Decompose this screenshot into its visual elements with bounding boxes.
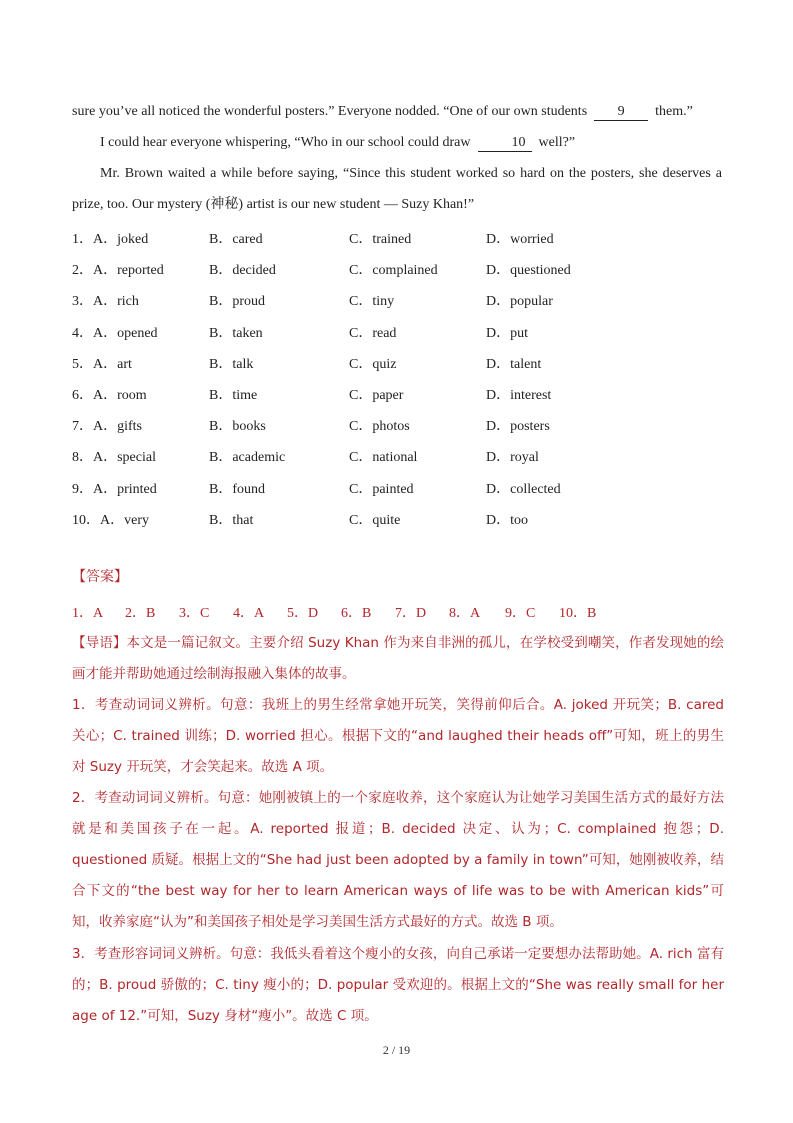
passage-text: sure you’ve all noticed the wonderful posters.” Everyone nodded. “One of our own students — [72, 104, 588, 119]
option-row — [72, 409, 732, 440]
option-b: B．books — [209, 419, 266, 435]
page-number: 2 / 19 — [382, 1043, 411, 1057]
option-row — [72, 316, 732, 347]
option-a: 6．A．room — [72, 387, 147, 403]
option-row — [72, 222, 732, 253]
answer-item: 8．A — [449, 606, 481, 621]
options-table — [72, 222, 732, 534]
option-row — [72, 284, 732, 315]
answer-item: 1．A — [72, 606, 104, 621]
option-c: C．trained — [349, 232, 412, 247]
option-row — [72, 440, 732, 471]
option-b: B．that — [209, 512, 254, 528]
answer-item: 10．B — [559, 606, 597, 621]
option-d: D．questioned — [486, 263, 571, 279]
option-b: B．proud — [209, 294, 265, 310]
option-a: 3．A．rich — [72, 294, 139, 310]
passage-line-2 — [72, 127, 722, 158]
option-a: 2．A．reported — [72, 263, 164, 279]
option-d: D．interest — [486, 387, 552, 403]
option-row — [72, 347, 732, 378]
option-c: C．quiz — [349, 356, 397, 372]
passage-text: I could hear everyone whispering, “Who in our school could draw — [100, 135, 471, 150]
answer-item: 7．D — [395, 606, 427, 621]
passage-line-1 — [72, 96, 722, 127]
guide-paragraph: 【导语】本文是一篇记叙文。主要介绍 Suzy Khan 作为来自非洲的孤儿，在学校受到嘲笑，作者发现她的绘画才能并帮助她通过绘制海报融入集体的故事。 — [72, 635, 724, 682]
option-c: C．quite — [349, 512, 401, 528]
explanation-1: 1．考查动词词义辨析。句意：我班上的男生经常拿她开玩笑，笑得前仰后合。A. joked 开玩笑；B. cared 关心；C. trained 训练；D. worried 担心。根据下文的“and laughed their heads off”可知，班上的男生对 Suzy 开玩笑，才会笑起来。故选 A 项。 — [72, 697, 724, 775]
option-row — [72, 472, 732, 503]
option-c: C．paper — [349, 387, 404, 403]
option-d: D．worried — [486, 232, 554, 247]
option-c: C．complained — [349, 263, 438, 279]
option-b: B．taken — [209, 325, 263, 341]
option-b: B．talk — [209, 356, 254, 372]
option-c: C．national — [349, 450, 418, 466]
option-d: D．put — [486, 325, 528, 341]
option-d: D．collected — [486, 481, 561, 497]
option-b: B．decided — [209, 263, 276, 279]
blank-10: 10 — [478, 135, 532, 152]
answer-heading: 【答案】 — [72, 569, 128, 585]
blank-9: 9 — [594, 104, 648, 121]
option-b: B．cared — [209, 232, 263, 247]
option-a: 7．A．gifts — [72, 419, 142, 435]
answer-item: 9．C — [505, 606, 536, 621]
option-c: C．painted — [349, 481, 414, 497]
option-row — [72, 253, 732, 284]
answer-item: 3．C — [179, 606, 210, 621]
option-a: 10．A．very — [72, 512, 149, 528]
explanation-3: 3．考查形容词词义辨析。句意：我低头看着这个瘦小的女孩，向自己承诺一定要想办法帮助她。A. rich 富有的；B. proud 骄傲的；C. tiny 瘦小的；D. popular 受欢迎的。根据上文的“She was really small for her age of 12.”可知，Suzy 身材“瘦小”。故选 C 项。 — [72, 946, 724, 1024]
option-b: B．found — [209, 481, 265, 497]
passage-text: well?” — [538, 135, 576, 150]
option-d: D．royal — [486, 450, 539, 466]
passage-paragraph-3: Mr. Brown waited a while before saying, “Since this student worked so hard on the posters, she deserves a prize, too. Our mystery (神秘) artist is our new student — Suzy Khan!” — [72, 166, 722, 212]
option-a: 9．A．printed — [72, 481, 157, 497]
answer-item: 6．B — [341, 606, 372, 621]
option-row — [72, 378, 732, 409]
option-c: C．read — [349, 325, 397, 341]
option-b: B．time — [209, 387, 258, 403]
option-a: 4．A．opened — [72, 325, 158, 341]
answer-item: 4．A — [233, 606, 265, 621]
option-d: D．talent — [486, 356, 542, 372]
option-c: C．photos — [349, 419, 410, 435]
option-row — [72, 503, 732, 534]
option-b: B．academic — [209, 450, 286, 466]
option-c: C．tiny — [349, 294, 395, 310]
option-a: 1．A．joked — [72, 232, 149, 247]
passage-text: them.” — [655, 104, 693, 119]
option-a: 8．A．special — [72, 450, 156, 466]
option-d: D．posters — [486, 419, 550, 435]
option-d: D．popular — [486, 294, 553, 310]
explanation-2: 2．考查动词词义辨析。句意：她刚被镇上的一个家庭收养，这个家庭认为让她学习美国生活方式的最好方法就是和美国孩子在一起。A. reported 报道；B. decided 决定、认为；C. complained 抱怨；D. questioned 质疑。根据上文的“She had just been adopted by a family in town”可知，她刚被收养，结合下文的“the best way for her to learn American ways of life was to be with American kids”可知，收养家庭“认为”和美国孩子相处是学习美国生活方式最好的方式。故选 B 项。 — [72, 790, 724, 930]
option-a: 5．A．art — [72, 356, 132, 372]
answer-item: 5．D — [287, 606, 319, 621]
option-d: D．too — [486, 512, 528, 528]
answer-item: 2．B — [125, 606, 156, 621]
